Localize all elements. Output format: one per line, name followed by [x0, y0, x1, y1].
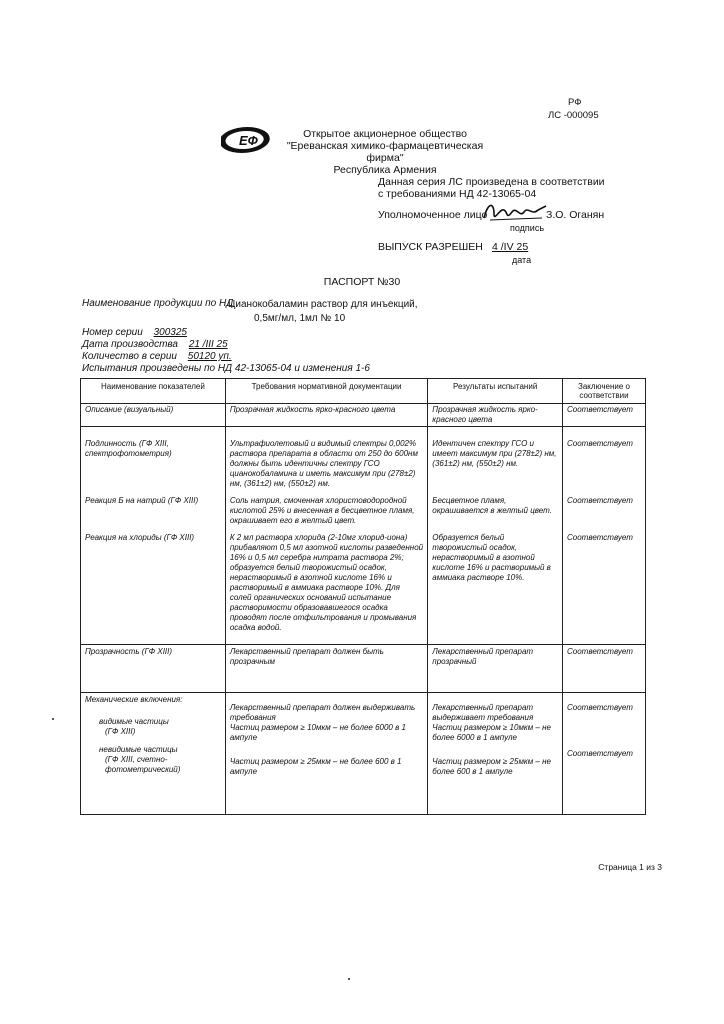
header-conclusion: Заключение о соответствии — [563, 379, 646, 404]
date-caption: дата — [512, 255, 532, 265]
row-conclusion: Соответствует — [563, 427, 646, 491]
mech-parameter — [81, 693, 226, 815]
row-parameter: Описание (визуальный) — [81, 404, 226, 427]
table-row — [81, 404, 646, 427]
batch-quantity-field — [82, 351, 232, 362]
row-parameter: Прозрачность (ГФ XIII) — [81, 645, 226, 693]
row-parameter: Подлинность (ГФ XIII, спектрофотометрия) — [81, 427, 226, 491]
header-result: Результаты испытаний — [428, 379, 563, 404]
mech-invisible-ref: (ГФ XIII, счетно-фотометрический) — [105, 755, 181, 774]
table-row — [81, 645, 646, 693]
row-result: Лекарственный препарат прозрачный — [428, 645, 563, 693]
company-block — [270, 128, 500, 176]
product-name — [228, 298, 418, 326]
header-requirement: Требования нормативной документации — [225, 379, 427, 404]
row-requirement: К 2 мл раствора хлорида (2-10мг хлорид-иона) прибавляют 0,5 мл азотной кислоты разведенной 16% и 0,5 мл серебра нитрата раствора 2%; образуется белый творожистый осадок, нерастворимый в азотной кислоте 16% и растворимый в аммиака растворе 10%. Для солей органических оснований испытание растворимости образовавшегося осадка проводят после отфильтрования и промывания осадка водой. — [225, 527, 427, 645]
row-parameter: Реакция на хлориды (ГФ XIII) — [81, 527, 226, 645]
scan-speck — [348, 978, 350, 980]
mech-visible-ref: (ГФ XIII) — [105, 727, 136, 736]
production-date-value: 21 /III 25 — [188, 339, 228, 350]
mech-req-visible: Лекарственный препарат должен выдерживать требования — [229, 703, 416, 722]
table-row — [81, 490, 646, 527]
production-date-label: Дата производства — [82, 339, 178, 350]
product-name-line-1: Цианокобаламин раствор для инъекций, — [228, 299, 418, 310]
batch-number-label: Номер серии — [82, 327, 143, 338]
row-result: Бесцветное пламя, окрашивается в желтый цвет. — [428, 490, 563, 527]
mech-requirement — [225, 693, 427, 815]
mech-conclusion-visible: Соответствует — [567, 703, 633, 712]
row-conclusion: Соответствует — [563, 404, 646, 427]
row-result: Идентичен спектру ГСО и имеет максимум при (278±2) нм, (361±2) нм, (550±2) нм. — [428, 427, 563, 491]
row-requirement: Лекарственный препарат должен быть прозрачным — [225, 645, 427, 693]
batch-number-field — [82, 327, 187, 338]
compliance-line-2: с требованиями НД 42-13065-04 — [378, 188, 537, 200]
batch-number-value: 300325 — [153, 327, 187, 338]
mech-res-visible: Лекарственный препарат выдерживает требования — [432, 703, 534, 722]
table-row — [81, 427, 646, 491]
row-conclusion: Соответствует — [563, 645, 646, 693]
batch-quantity-value: 50120 уп. — [187, 351, 232, 362]
table-row — [81, 527, 646, 645]
signature-caption: подпись — [510, 223, 545, 233]
row-conclusion: Соответствует — [563, 527, 646, 645]
tests-statement: Испытания произведены по НД 42-13065-04 и изменения 1-6 — [82, 363, 370, 374]
batch-quantity-label: Количество в серии — [82, 351, 177, 362]
authorized-person-label: Уполномоченное лицо — [378, 209, 488, 221]
row-parameter: Реакция Б на натрий (ГФ XIII) — [81, 490, 226, 527]
release-date: 4 /IV 25 — [492, 241, 529, 253]
table-row-mechanical — [81, 693, 646, 815]
company-logo-text: ЕФ — [239, 133, 258, 148]
document-title: ПАСПОРТ №30 — [323, 276, 401, 288]
rf-label: РФ — [568, 97, 582, 108]
mech-conclusion — [563, 693, 646, 815]
scan-speck — [52, 718, 54, 720]
mech-invisible-label: невидимые частицы — [99, 745, 178, 754]
mech-req-invisible-10: Частиц размером ≥ 10мкм – не более 6000 в 1 ампуле — [229, 723, 406, 742]
row-conclusion: Соответствует — [563, 490, 646, 527]
production-date-field — [82, 339, 228, 350]
registration-number: ЛС -000095 — [548, 110, 599, 121]
row-result: Образуется белый творожистый осадок, нерастворимый в азотной кислоте 16% и растворимый в аммиака растворе 10%. — [428, 527, 563, 645]
specification-table — [80, 378, 646, 815]
page-number: Страница 1 из 3 — [598, 862, 662, 872]
mech-req-invisible-25: Частиц размером ≥ 25мкм – не более 600 в 1 ампуле — [229, 757, 402, 776]
mech-visible-label: видимые частицы — [99, 717, 169, 726]
mech-result — [428, 693, 563, 815]
row-requirement: Ультрафиолетовый и видимый спектры 0,002% раствора препарата в области от 250 до 600нм должны быть идентичны спектру ГСО цианокобаламина и иметь максимум при (278±2) нм, (361±2) нм, (550±2) нм. — [225, 427, 427, 491]
compliance-statement — [378, 176, 605, 200]
compliance-line-1: Данная серия ЛС произведена в соответствии — [378, 176, 605, 188]
signature-icon — [480, 198, 550, 226]
authorized-person-name: З.О. Оганян — [546, 209, 605, 221]
row-requirement: Соль натрия, смоченная хлористоводородной кислотой 25% и внесенная в бесцветное пламя, окрашивает его в желтый цвет. — [225, 490, 427, 527]
company-line-1: Открытое акционерное общество — [303, 128, 467, 140]
row-result: Прозрачная жидкость ярко-красного цвета — [428, 404, 563, 427]
company-line-2: "Ереванская химико-фармацевтическая фирма" — [286, 140, 484, 164]
mech-res-invisible-25: Частиц размером ≥ 25мкм – не более 600 в 1 ампуле — [432, 757, 551, 776]
header-parameter: Наименование показателей — [81, 379, 226, 404]
mech-res-invisible-10: Частиц размером ≥ 10мкм – не более 6000 в 1 ампуле — [432, 723, 551, 742]
product-name-line-2: 0,5мг/мл, 1мл № 10 — [254, 313, 346, 324]
table-header-row — [81, 379, 646, 404]
mech-conclusion-invisible: Соответствует — [567, 749, 633, 758]
row-requirement: Прозрачная жидкость ярко-красного цвета — [225, 404, 427, 427]
mech-title: Механические включения: — [85, 695, 183, 704]
company-line-3: Республика Армения — [333, 164, 437, 176]
product-label: Наименование продукции по НД — [82, 298, 234, 309]
release-approved-label: ВЫПУСК РАЗРЕШЕН — [378, 241, 483, 253]
